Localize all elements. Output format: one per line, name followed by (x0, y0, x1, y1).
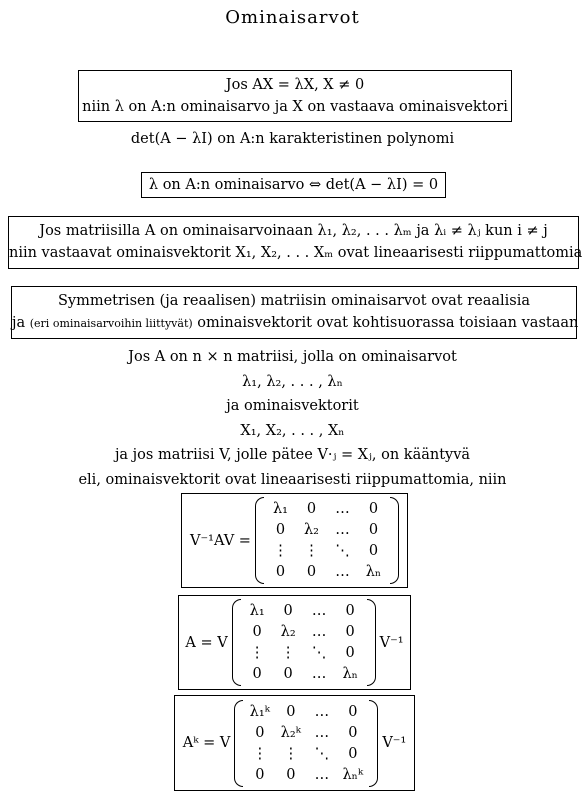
matrix-entry: ⋱ (335, 543, 350, 559)
matrix-entry: ⋮ (280, 645, 296, 661)
definition-line-1: Jos AX = λX, X ≠ 0 (225, 77, 365, 93)
matrix-entry: λₙᵏ (342, 766, 364, 783)
text-line-5: ja jos matriisi V, jolle pätee V·ⱼ = Xⱼ, on kääntyvä (114, 447, 471, 463)
matrix-entry: 0 (255, 766, 265, 783)
equation-box-3 (174, 695, 415, 791)
matrix-entry: 0 (345, 603, 355, 619)
page-title: Ominaisarvot (225, 7, 360, 28)
matrix-entry: … (335, 564, 350, 580)
matrix-entry: 0 (275, 564, 286, 580)
symmetric-line-2: ja (eri ominaisarvoihin liittyvät) ominaisvektorit ovat kohtisuorassa toisiaan vastaan (12, 315, 579, 331)
matrix-entry: ⋮ (273, 543, 288, 559)
matrix-entry: … (311, 624, 327, 640)
independence-line-2: niin vastaavat ominaisvektorit X₁, X₂, . . . Xₘ ovat lineaarisesti riippumattomia (9, 245, 583, 261)
definition-line-2: niin λ on A:n ominaisarvo ja X on vastaava ominaisvektori (82, 99, 508, 115)
diagonal-matrix-k (234, 700, 378, 787)
matrix-entry: λₙ (342, 666, 358, 682)
matrix-entry: ⋮ (249, 645, 265, 661)
equation-3-rhs: V⁻¹ (382, 735, 407, 751)
matrix-entry: ⋱ (311, 645, 327, 661)
matrix-entry: … (314, 703, 330, 720)
equation-1-lhs: V⁻¹AV = (190, 532, 251, 549)
matrix-entry: … (311, 603, 327, 619)
matrix-entry: ⋮ (304, 543, 319, 559)
matrix-entry: λ₁ᵏ (249, 703, 270, 720)
matrix-entry: 0 (306, 501, 317, 517)
equation-box-2 (178, 595, 411, 690)
matrix-entry: λ₁ (249, 603, 265, 619)
matrix-entry: λ₂ (280, 624, 296, 640)
matrix-entry: … (314, 724, 330, 741)
equation-2-rhs: V⁻¹ (379, 634, 404, 651)
diagonal-matrix-1 (255, 497, 399, 584)
symmetric-line-1: Symmetrisen (ja reaalisen) matriisin ominaisarvot ovat reaalisia (57, 293, 531, 309)
matrix-entry: λₙ (365, 564, 382, 580)
matrix-entry: 0 (306, 564, 317, 580)
text-line-3: ja ominaisvektorit (226, 398, 359, 414)
matrix-entry: 0 (345, 645, 355, 661)
matrix-entry: 0 (286, 766, 296, 783)
symmetric-matrix-box (11, 286, 577, 339)
text-line-1: Jos A on n × n matriisi, jolla on ominaisarvot (128, 349, 457, 365)
eigenvalue-condition-box: λ on A:n ominaisarvo ⇔ det(A − λI) = 0 (141, 172, 446, 198)
matrix-entry: 0 (275, 522, 286, 538)
matrix-entry: 0 (348, 724, 358, 741)
matrix-entry: 0 (368, 543, 379, 559)
text-line-4: X₁, X₂, . . . , Xₙ (240, 422, 345, 439)
matrix-entry: ⋮ (283, 745, 299, 762)
matrix-entry: 0 (345, 624, 355, 640)
matrix-entry: ⋱ (314, 745, 330, 762)
matrix-entry: λ₂ᵏ (280, 724, 301, 741)
matrix-entry: … (314, 766, 330, 783)
matrix-entry: 0 (252, 666, 262, 682)
matrix-entry: λ₂ (303, 522, 319, 538)
matrix-entry: 0 (283, 666, 293, 682)
matrix-entry: 0 (348, 745, 358, 762)
matrix-entry: 0 (255, 724, 265, 741)
equation-2-lhs: A = V (185, 634, 228, 651)
characteristic-polynomial-text: det(A − λI) on A:n karakteristinen polynomi (130, 131, 455, 147)
matrix-entry: 0 (286, 703, 296, 720)
symmetric-note: (eri ominaisarvoihin liittyvät) (29, 317, 193, 330)
matrix-entry: 0 (252, 624, 262, 640)
definition-box (78, 70, 512, 122)
diagonal-matrix-2 (232, 599, 376, 686)
independence-box (8, 216, 583, 269)
text-line-2: λ₁, λ₂, . . . , λₙ (242, 373, 343, 390)
matrix-entry: 0 (283, 603, 293, 619)
matrix-entry: λ₁ (272, 501, 288, 517)
equation-3-lhs: Aᵏ = V (182, 735, 231, 751)
diagonalization-text (0, 345, 585, 492)
matrix-entry: … (311, 666, 327, 682)
matrix-entry: 0 (368, 522, 379, 538)
matrix-entry: 0 (348, 703, 358, 720)
independence-line-1: Jos matriisilla A on ominaisarvoinaan λ₁, λ₂, . . . λₘ ja λᵢ ≠ λⱼ kun i ≠ j (39, 223, 548, 239)
matrix-entry: … (335, 522, 350, 538)
matrix-entry: … (335, 501, 350, 517)
equation-box-1 (181, 493, 408, 588)
matrix-entry: ⋮ (252, 745, 268, 762)
matrix-entry: 0 (368, 501, 379, 517)
text-line-6: eli, ominaisvektorit ovat lineaarisesti riippumattomia, niin (78, 471, 507, 488)
